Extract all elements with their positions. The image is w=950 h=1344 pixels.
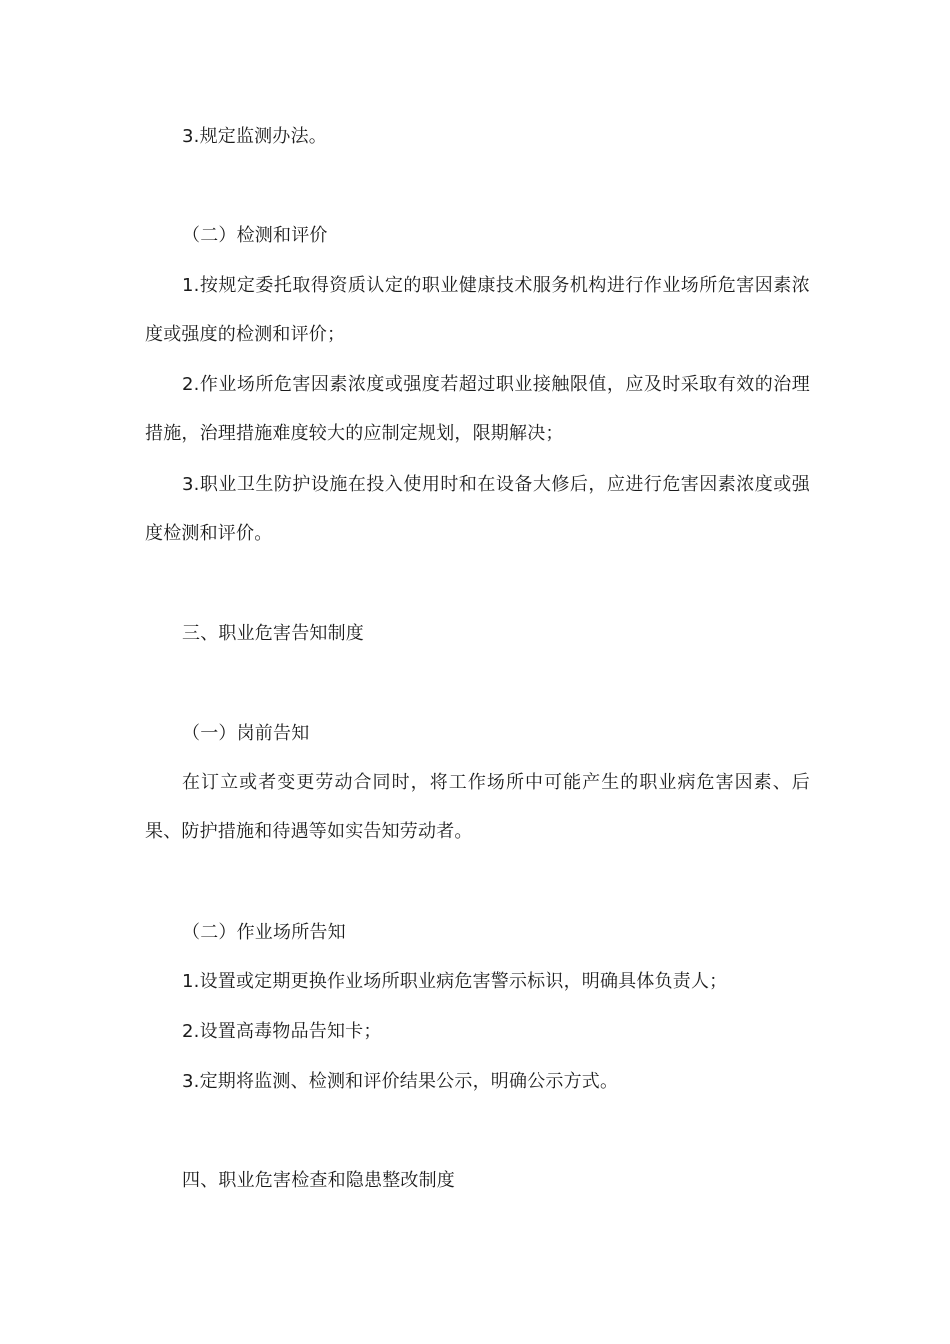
paragraph-monitoring-method: 3.规定监测办法。: [182, 126, 327, 147]
heading-workplace-notification: （二）作业场所告知: [182, 922, 346, 943]
heading-pre-job-notification: （一）岗前告知: [182, 723, 310, 744]
paragraph-testing-item-2: 2.作业场所危害因素浓度或强度若超过职业接触限值，应及时采取有效的治理措施，治理措施难度较大的应制定规划，限期解决；: [145, 374, 810, 444]
section-heading-hazard-notification: 三、职业危害告知制度: [182, 623, 364, 644]
paragraph-workplace-item-1: 1.设置或定期更换作业场所职业病危害警示标识，明确具体负责人；: [182, 971, 728, 992]
section-heading-inspection-rectification: 四、职业危害检查和隐患整改制度: [182, 1170, 455, 1191]
paragraph-testing-item-3: 3.职业卫生防护设施在投入使用时和在设备大修后，应进行危害因素浓度或强度检测和评价。: [145, 474, 810, 544]
paragraph-testing-item-1: 1.按规定委托取得资质认定的职业健康技术服务机构进行作业场所危害因素浓度或强度的检测和评价；: [145, 275, 810, 345]
paragraph-workplace-item-3: 3.定期将监测、检测和评价结果公示，明确公示方式。: [182, 1071, 619, 1092]
paragraph-workplace-item-2: 2.设置高毒物品告知卡；: [182, 1021, 382, 1042]
paragraph-pre-job-notification: 在订立或者变更劳动合同时，将工作场所中可能产生的职业病危害因素、后果、防护措施和待遇等如实告知劳动者。: [145, 772, 810, 842]
heading-testing-evaluation: （二）检测和评价: [182, 225, 328, 246]
